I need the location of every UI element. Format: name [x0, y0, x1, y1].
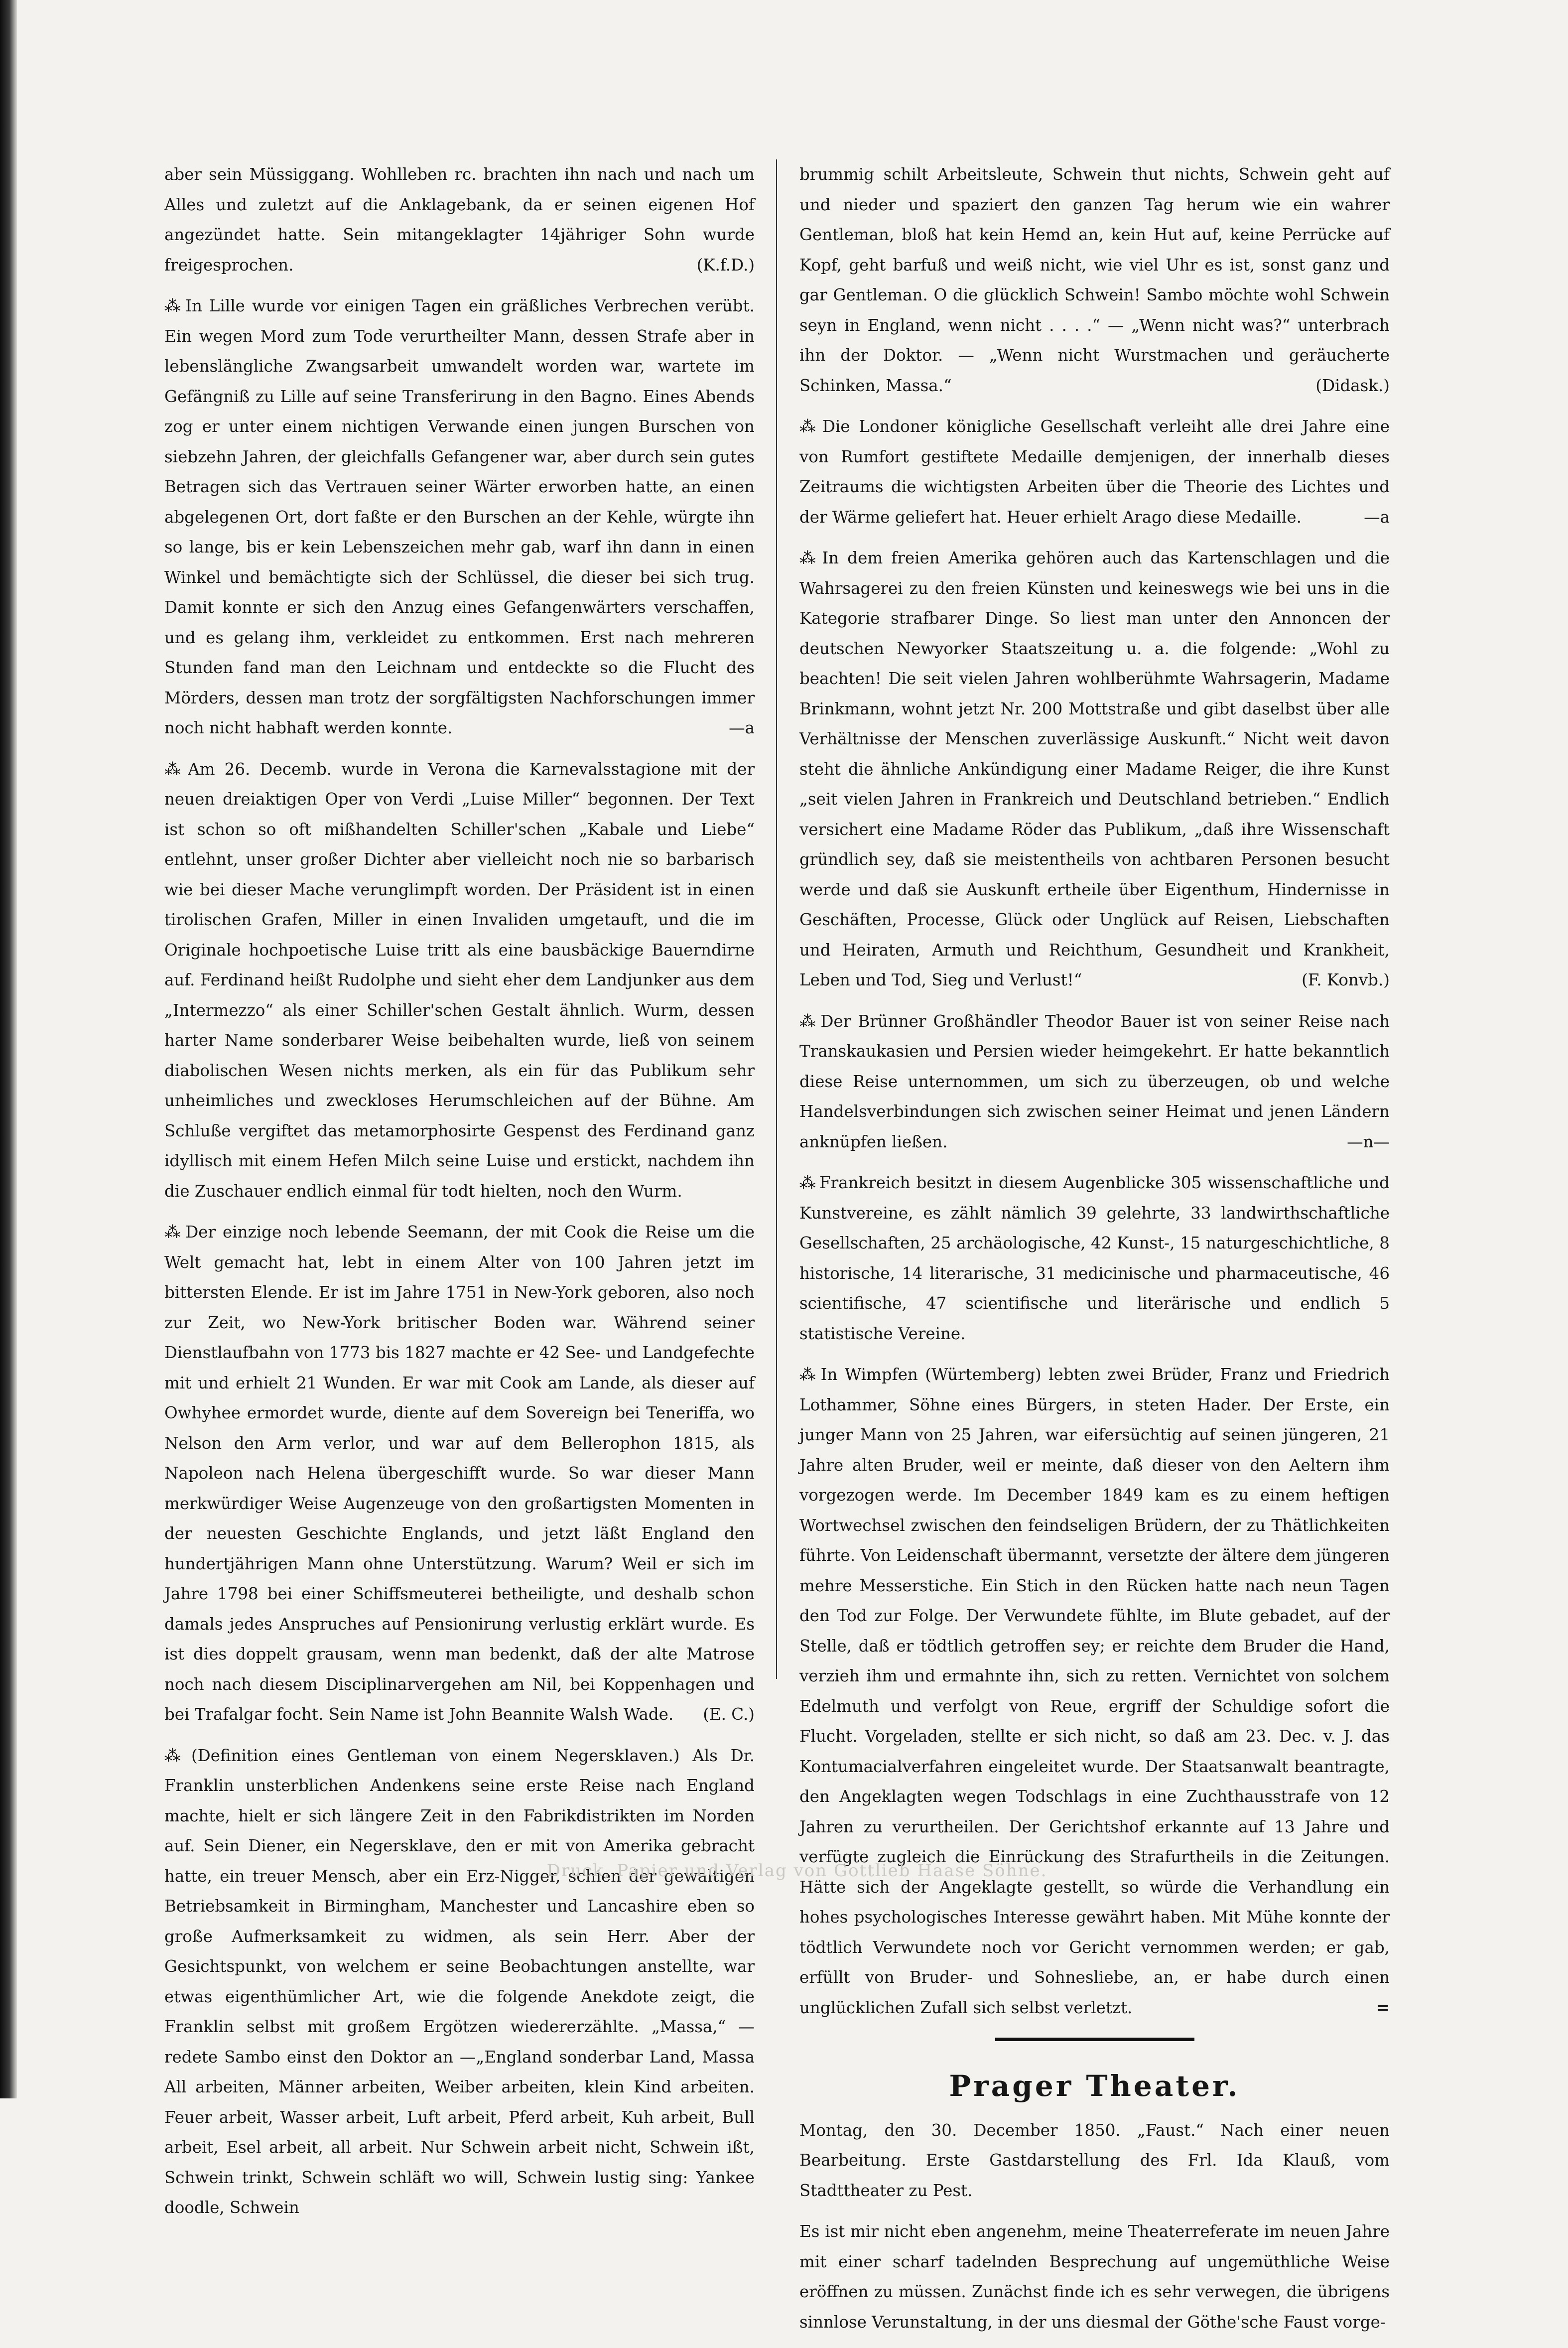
article-text: Frankreich besitzt in diesem Augenblicke 305 wissenschaftliche und Kunstvereine, es zählt nämlich 39 gelehrte, 33 landwirthschaftliche Gesellschaften, 25 archäologische, 42 Kunst-, 15 naturgeschichtliche, 8 historische, 14 literarische, 31 medicinische und pharmaceutische, 46 scientifische, 47 scientifische und literärische und endlich 5 statistische Vereine. — [799, 1173, 1390, 1343]
article-paragraph — [799, 1006, 1390, 1157]
asterism-icon: ⁂ — [164, 296, 183, 315]
printer-imprint: Druck, Papier und Verlag von Gottlieb Haase Söhne. — [546, 1861, 1047, 1881]
theater-date-line: Montag, den 30. December 1850. „Faust.“ Nach einer neuen Bearbeitung. Erste Gastdarstellung des Frl. Ida Klauß, vom Stadttheater zu Pest. — [799, 2120, 1390, 2200]
article-source: —a — [729, 718, 755, 737]
asterism-icon: ⁂ — [799, 549, 819, 567]
asterism-icon: ⁂ — [799, 1011, 818, 1031]
asterism-icon: ⁂ — [799, 1365, 818, 1384]
asterism-icon: ⁂ — [164, 1746, 188, 1765]
article-text: Der Brünner Großhändler Theodor Bauer ist von seiner Reise nach Transkaukasien und Persien wieder heimgekehrt. Er hatte bekanntlich diese Reise unternommen, um sich zu überzeugen, ob und welche Handelsverbindungen sich zwischen seiner Heimat und jenen Ländern anknüpfen ließen. — [799, 1011, 1390, 1151]
article-source: (F. Konvb.) — [1302, 970, 1390, 989]
theater-section-heading: Prager Theater. — [949, 2069, 1240, 2103]
article-paragraph — [799, 159, 1390, 401]
article-paragraph — [164, 291, 755, 743]
asterism-icon: ⁂ — [164, 1223, 183, 1242]
asterism-icon: ⁂ — [799, 417, 819, 436]
article-text: (Definition eines Gentleman von einem Negersklaven.) Als Dr. Franklin unsterblichen Andenkens seine erste Reise nach England machte, hielt er sich längere Zeit in den Fabrikdistrikten im Norden auf. Sein Diener, ein Negersklave, den er mit von Amerika gebracht hatte, ein treuer Mensch, aber ein Erz-Nigger, schien der gewaltigen Betriebsamkeit in Birmingham, Manchester und Lancashire eben so große Aufmerksamkeit zu widmen, als sein Herr. Aber der Gesichtspunkt, von welchem er seine Beobachtungen anstellte, war etwas eigenthümlicher Art, wie die folgende Anekdote zeigt, die Franklin selbst mit großem Ergötzen wiedererzählte. „Massa,“ — redete Sambo einst den Doktor an —„England sonderbar Land, Massa All arbeiten, Männer arbeiten, Weiber arbeiten, klein Kind arbeiten. Feuer arbeit, Wasser arbeit, Luft arbeit, Pferd arbeit, Kuh arbeit, Bull arbeit, Esel arbeit, all arbeit. Nur Schwein arbeit nicht, Schwein ißt, Schwein trinkt, Schwein schläft wo will, Schwein lustig sing: Yankee doodle, Schwein — [164, 1746, 755, 2217]
newspaper-page — [164, 159, 1390, 2332]
scan-edge-shadow — [0, 0, 17, 2098]
article-text: In Lille wurde vor einigen Tagen ein gräßliches Verbrechen verübt. Ein wegen Mord zum Tode verurtheilter Mann, dessen Strafe aber in lebenslängliche Zwangsarbeit umwandelt worden war, wartete im Gefängniß zu Lille auf seine Transferirung in den Bagno. Eines Abends zog er unter einem nichtigen Verwande einen jungen Burschen von siebzehn Jahren, der gleichfalls Gefangener war, aber durch sein gutes Betragen sich das Vertrauen seiner Wärter erworben hatte, an einen abgelegenen Ort, dort faßte er den Burschen an der Kehle, würgte ihn so lange, bis er kein Lebenszeichen mehr gab, warf ihn dann in einen Winkel und bemächtigte sich der Schlüssel, die dieser bei sich trug. Damit konnte er sich den Anzug eines Gefangenwärters verschaffen, und es gelang ihm, verkleidet zu entkommen. Erst nach mehreren Stunden fand man den Leichnam und entdeckte so die Flucht des Mörders, dessen man trotz der sorgfältigsten Nachforschungen immer noch nicht habhaft werden konnte. — [164, 296, 755, 737]
article-source: (E. C.) — [703, 1705, 755, 1724]
column-divider — [776, 159, 777, 1679]
section-separator — [995, 2038, 1194, 2041]
article-source: —a — [1364, 507, 1390, 527]
article-text: In dem freien Amerika gehören auch das Kartenschlagen und die Wahrsagerei zu den freien Künsten und keineswegs wie bei uns in die Kategorie strafbarer Dinge. So liest man unter den Annoncen der deutschen Newyorker Staatszeitung u. a. die folgende: „Wohl zu beachten! Die seit vielen Jahren wohlberühmte Wahrsagerin, Madame Brinkmann, wohnt jetzt Nr. 200 Mottstraße und gibt daselbst über alle Verhältnisse der Menschen zuverlässige Auskunft.“ Nicht weit davon steht die ähnliche Ankündigung einer Madame Reiger, die ihre Kunst „seit vielen Jahren in Frankreich und Deutschland betrieben.“ Endlich versichert eine Madame Röder das Publikum, „daß ihre Wissenschaft gründlich sey, daß sie meistentheils von achtbaren Personen besucht werde und daß sie Auskunft ertheile über Eigenthum, Hindernisse in Geschäften, Processe, Glück oder Unglück auf Reisen, Liebschaften und Heiraten, Armuth und Reichthum, Gesundheit und Krankheit, Leben und Tod, Sieg und Verlust!“ — [799, 549, 1390, 989]
article-source: (Didask.) — [1315, 376, 1390, 395]
article-text: Die Londoner königliche Gesellschaft verleiht alle drei Jahre eine von Rumfort gestiftete Medaille demjenigen, der innerhalb dieses Zeitraums die wichtigsten Arbeiten über die Theorie des Lichtes und der Wärme geliefert hat. Heuer erhielt Arago diese Medaille. — [799, 417, 1390, 527]
article-paragraph — [799, 1168, 1390, 1349]
article-paragraph — [164, 754, 755, 1207]
theater-review-body: Es ist mir nicht eben angenehm, meine Theaterreferate im neuen Jahre mit einer scharf tadelnden Besprechung auf ungemüthliche Weise eröffnen zu müssen. Zunächst finde ich es sehr verwegen, die übrigens sinnlose Verunstaltung, in der uns diesmal der Göthe'sche Faust vorge- — [799, 2222, 1390, 2332]
article-text: Der einzige noch lebende Seemann, der mit Cook die Reise um die Welt gemacht hat, lebt in einem Alter von 100 Jahren jetzt im bittersten Elende. Er ist im Jahre 1751 in New-York geboren, also noch zur Zeit, wo New-York britischer Boden war. Während seiner Dienstlaufbahn von 1773 bis 1827 machte er 42 See- und Landgefechte mit und erhielt 21 Wunden. Er war mit Cook am Lande, als dieser auf Owhyhee ermordet wurde, diente auf dem Sovereign bei Teneriffa, wo Nelson den Arm verlor, und war auf dem Bellerophon 1815, als Napoleon nach Helena übergeschifft wurde. So war dieser Mann merkwürdiger Weise Augenzeuge von den großartigsten Momenten in der neuesten Geschichte Englands, und jetzt läßt England den hundertjährigen Mann ohne Unterstützung. Warum? Weil er sich im Jahre 1798 bei einer Schiffsmeuterei betheiligte, und deshalb schon damals jedes Anspruches auf Pensionirung verlustig erklärt wurde. Es ist dies doppelt grausam, wenn man bedenkt, daß der alte Matrose noch nach diesem Disciplinarvergehen am Nil, bei Koppenhagen und bei Trafalgar focht. Sein Name ist John Beannite Walsh Wade. — [164, 1223, 755, 1724]
article-paragraph — [164, 159, 755, 280]
article-paragraph — [799, 412, 1390, 532]
article-text: Am 26. Decemb. wurde in Verona die Karnevalsstagione mit der neuen dreiaktigen Oper von Verdi „Luise Miller“ begonnen. Der Text ist schon so oft mißhandelten Schiller'schen „Kabale und Liebe“ entlehnt, unser großer Dichter aber vielleicht noch nie so barbarisch wie bei dieser Mache verunglimpft worden. Der Präsident ist in einen tirolischen Grafen, Miller in einen Invaliden umgetauft, und die im Originale hochpoetische Luise tritt als eine bausbäckige Bauerndirne auf. Ferdinand heißt Rudolphe und sieht eher dem Landjunker aus dem „Intermezzo“ als einer Schiller'schen Gestalt ähnlich. Wurm, dessen harter Name sonderbarer Weise beibehalten wurde, ließ von seinem diabolischen Wesen nichts merken, als ein für das Publikum sehr unheimliches und zweckloses Herumschleichen auf der Bühne. Am Schluße vergiftet das metamorphosirte Gespenst des Ferdinand ganz idyllisch mit einem Hefen Milch seine Luise und erstickt, nachdem ihn die Zuschauer endlich einmal für todt hielten, noch den Wurm. — [164, 759, 755, 1201]
asterism-icon: ⁂ — [164, 759, 185, 779]
article-paragraph — [164, 1741, 755, 2223]
article-text: brummig schilt Arbeitsleute, Schwein thut nichts, Schwein geht auf und nieder und spaziert den ganzen Tag herum wie ein wahrer Gentleman, bloß hat kein Hemd an, kein Hut auf, keine Perrücke auf Kopf, geht barfuß und weiß nicht, wie viel Uhr es ist, sonst ganz und gar Gentleman. O die glücklich Schwein! Sambo möchte wohl Schwein seyn in England, wenn nicht . . . .“ — „Wenn nicht was?“ unterbrach ihn der Doktor. — „Wenn nicht Wurstmachen und geräucherte Schinken, Massa.“ — [799, 165, 1390, 395]
right-column — [799, 159, 1390, 2348]
article-paragraph — [799, 543, 1390, 995]
left-column — [164, 159, 755, 2234]
article-source: —n— — [1347, 1132, 1390, 1151]
article-source: (K.f.D.) — [696, 255, 755, 275]
asterism-icon: ⁂ — [799, 1173, 817, 1192]
article-paragraph — [799, 1360, 1390, 2023]
article-text: In Wimpfen (Würtemberg) lebten zwei Brüder, Franz und Friedrich Lothammer, Söhne eines Bürgers, in steten Hader. Der Erste, ein junger Mann von 25 Jahren, war eifersüchtig auf seinen jüngeren, 21 Jahre alten Bruder, weil er meinte, daß dieser von den Aeltern ihm vorgezogen werde. Im December 1849 kam es zu einem heftigen Wortwechsel zwischen den feindseligen Brüdern, der zu Thätlichkeiten führte. Von Leidenschaft übermannt, versetzte der ältere dem jüngeren mehre Messerstiche. Ein Stich in den Rücken hatte nach neun Tagen den Tod zur Folge. Der Verwundete fühlte, im Blute gebadet, auf der Stelle, daß er tödtlich getroffen sey; er reichte dem Bruder die Hand, verzieh ihm und ermahnte ihn, sich zu retten. Vernichtet von solchem Edelmuth und verfolgt von Reue, ergriff der Schuldige sofort die Flucht. Vorgeladen, stellte er sich nicht, so daß am 23. Dec. v. J. das Kontumacialverfahren eingeleitet wurde. Der Staatsanwalt beantragte, den Angeklagten wegen Todschlags in eine Zuchthausstrafe von 12 Jahren zu verurtheilen. Der Gerichtshof erkannte auf 13 Jahre und verfügte zugleich die Einrückung des Strafurtheils in die Zeitungen. Hätte sich der Angeklagte gestellt, so würde die Verhandlung ein hohes psychologisches Interesse gewährt haben. Mit Mühe konnte der tödtlich Verwundete noch vor Gericht vernommen werden; er gab, erfüllt von Bruder- und Sohnesliebe, an, er habe durch einen unglücklichen Zufall sich selbst verletzt. — [799, 1365, 1390, 2017]
article-text: aber sein Müssiggang. Wohlleben rc. brachten ihn nach und nach um Alles und zuletzt auf die Anklagebank, da er seinen eigenen Hof angezündet hatte. Sein mitangeklagter 14jähriger Sohn wurde freigesprochen. — [164, 165, 755, 275]
article-end-mark: = — [1376, 1997, 1390, 2017]
article-paragraph — [164, 1217, 755, 1730]
